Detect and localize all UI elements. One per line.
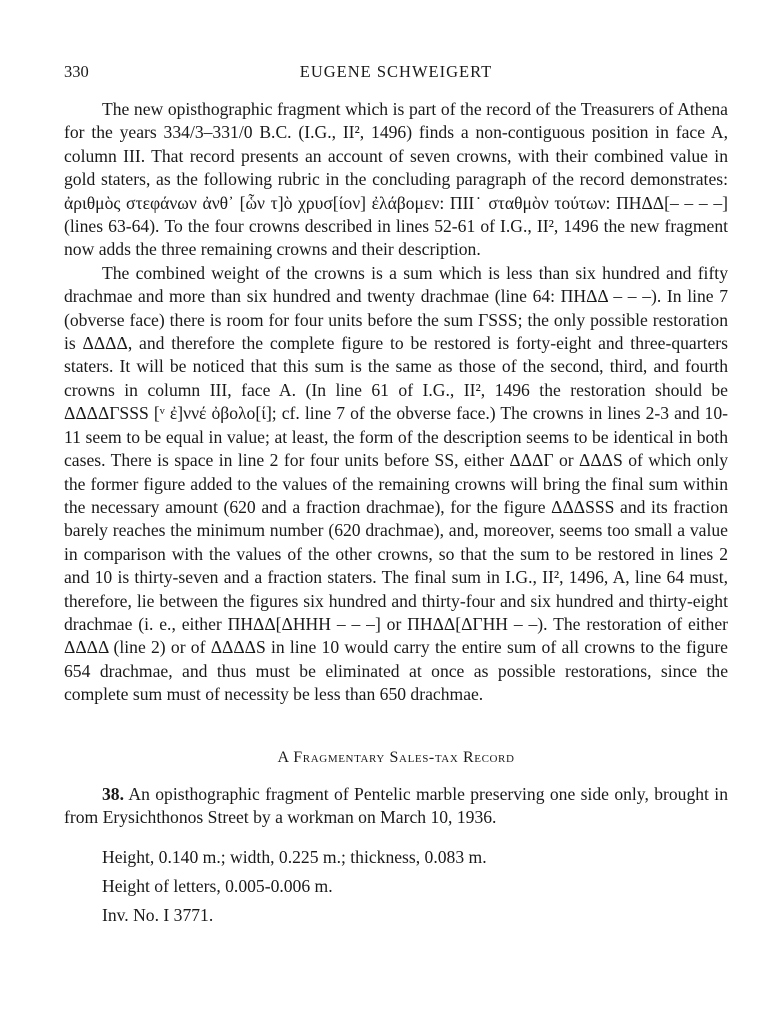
page <box>64 62 728 930</box>
spec-dimensions: Height, 0.140 m.; width, 0.225 m.; thickness, 0.083 m. <box>102 847 487 868</box>
section-heading: A Fragmentary Sales-tax Record <box>277 748 515 766</box>
entry-paragraph <box>64 783 728 830</box>
entry-number: 38. <box>102 783 124 804</box>
page-header <box>64 62 728 88</box>
paragraph: The combined weight of the crowns is a sum which is less than six hundred and fifty drachmae and more than six hundred and twenty drachmae (line 64: ΠΗΔΔ – – –). In line 7 (obverse face) there is room for four units before the sum ΓSSS; the only possible restoration is ΔΔΔΔ, and therefore the complete figure to be restored is forty-eight and three-quarters staters. It will be noticed that this sum is the same as those of the second, third, and fourth crowns in column III, face A. (In line 61 of I.G., II², 1496 the restoration should be ΔΔΔΔΓSSS [ᵛ ἐ]ννέ ὀβολο[ί]; cf. line 7 of the obverse face.) The crowns in lines 2-3 and 10-11 seem to be equal in value; at least, the form of the description seems to be identical in both cases. There is space in line 2 for four units before SS, either ΔΔΔΓ or ΔΔΔS of which only the former figure added to the values of the remaining crowns will bring the final sum within the necessary amount (620 and a fraction drachmae), for the figure ΔΔΔSSS and its fraction barely reaches the minimum number (620 drachmae), and, moreover, seems too small a value in comparison with the values of the other crowns, so that the sum to be restored in lines 2 and 10 is thirty-seven and a fraction staters. The final sum in I.G., II², 1496, A, line 64 must, therefore, lie between the figures six hundred and thirty-four and six hundred and thirty-eight drachmae (i. e., either ΠΗΔΔ[ΔΗΗΗ – – –] or ΠΗΔΔ[ΔΓΗΗ – –). The restoration of either ΔΔΔΔ (line 2) or of ΔΔΔΔS in line 10 would carry the entire sum of all crowns to the figure 654 drachmae, and thus must be eliminated at once as possible restorations, since the complete sum must of necessity be less than 650 drachmae. <box>64 262 728 705</box>
running-title: EUGENE SCHWEIGERT <box>299 62 493 81</box>
spec-inventory-number: Inv. No. I 3771. <box>102 905 214 926</box>
spec-list <box>102 843 728 930</box>
catalogue-entry <box>64 783 728 931</box>
body-text <box>64 98 728 707</box>
entry-text: An opisthographic fragment of Pentelic marble preserving one side only, brought in from Erysichthonos Street by a workman on March 10, 1936. <box>64 783 728 827</box>
page-number: 330 <box>64 62 89 81</box>
spec-letter-height: Height of letters, 0.005-0.006 m. <box>102 876 333 897</box>
paragraph: The new opisthographic fragment which is part of the record of the Treasurers of Athena for the years 334/3–331/0 B.C. (I.G., II², 1496) finds a non-contiguous position in face A, column III. That record presents an account of seven crowns, with their combined value in gold staters, as the following rubric in the concluding paragraph of the record demonstrates: ἀριθμὸς στεφάνων ἀνθ᾽ [ὧν τ]ὸ χρυσ[ίον] ἐλάβομεν: ΠΙΙ˙ σταθμὸν τούτων: ΠΗΔΔ[– – – –] (lines 63-64). To the four crowns described in lines 52-61 of I.G., II², 1496 the new fragment now adds the three remaining crowns and their description. <box>64 99 728 260</box>
